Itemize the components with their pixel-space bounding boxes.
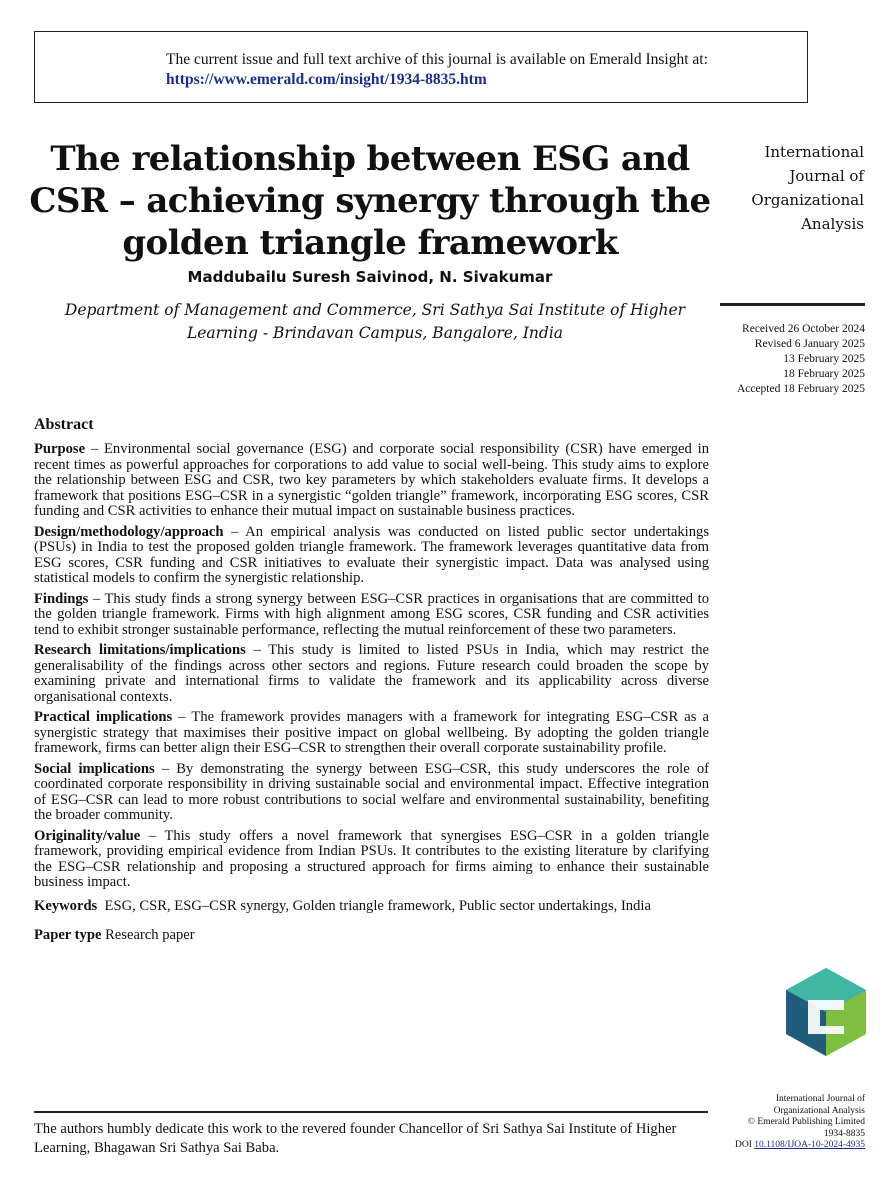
dedication-footnote: The authors humbly dedicate this work to the revered founder Chancellor of Sri Sathya Sai Institute of Higher Learning, Bhagawan Sri Sathya Sai Baba. (34, 1121, 677, 1156)
doi-link[interactable]: 10.1108/IJOA-10-2024-4935 (754, 1140, 865, 1150)
history-revised: 18 February 2025 (783, 368, 865, 380)
journal-name (694, 140, 864, 236)
section-label: Design/methodology/approach (34, 523, 224, 540)
section-label: Research limitations/implications (34, 642, 246, 658)
history-accepted: Accepted 18 February 2025 (736, 383, 865, 395)
abstract-section-limitations (34, 643, 709, 705)
history-received: Received 26 October 2024 (742, 323, 865, 335)
abstract-section-design (34, 525, 709, 587)
section-label: Originality/value (34, 827, 141, 844)
abstract (34, 416, 709, 944)
section-text: – This study is limited to listed PSUs in India, which may restrict the generalisability of the findings across other sectors and regions. Future research could broaden the scope by examining private and international firms to validate the framework and its applicability across diverse organisational contexts. (34, 642, 709, 705)
abstract-section-practical (34, 710, 709, 757)
publication-history (665, 322, 865, 397)
notice-text-block (166, 50, 708, 90)
abstract-section-findings (34, 592, 709, 639)
paper-type-label: Paper type (34, 927, 102, 943)
section-text: – Environmental social governance (ESG) and corporate social responsibility (CSR) have emerged in recent times as powerful approaches for corporations to add value to social well-being. This study aims to explore the relationship between ESG and CSR, two key parameters by which stakeholders evaluate firms. It develops a framework that positions ESG–CSR in a synergistic “golden triangle” framework, incorporating ESG scores, CSR funding and CSR activities to enhance their mutual impact on sustainable business practices. (34, 441, 709, 519)
section-text: – This study offers a novel framework that synergises ESG–CSR in a golden triangle framework, providing empirical evidence from Indian PSUs. It contributes to the existing literature by clarifying the ESG–CSR relationship and proposing a structured approach for firms aiming to enhance their sustainable business impact. (34, 827, 709, 890)
journal-name-line: Journal of (789, 167, 864, 185)
footer-divider (34, 1111, 708, 1113)
abstract-heading: Abstract (34, 416, 94, 433)
section-text: – This study finds a strong synergy between ESG–CSR practices in organisations that are committed to the golden triangle framework. Firms with high alignment among ESG scores, CSR funding and CSR activities tend to exhibit stronger sustainable performance, reflecting the mutual reinforcement of these two parameters. (34, 590, 709, 638)
journal-name-line: International (764, 143, 864, 161)
section-text: – An empirical analysis was conducted on listed public sector undertakings (PSUs) in India to test the proposed golden triangle framework. The framework leverages quantitative data from ESG scores, CSR funding and CSR initiatives to evaluate their synergistic impact. Data was analysed using statistical models to confirm the synergistic relationship. (34, 523, 709, 586)
abstract-section-originality (34, 829, 709, 891)
history-revised: 13 February 2025 (783, 353, 865, 365)
journal-footer (690, 1094, 865, 1152)
keywords-list: ESG, CSR, ESG–CSR synergy, Golden triangle framework, Public sector undertakings, India (104, 897, 651, 914)
section-label: Practical implications (34, 709, 173, 725)
journal-notice-box (34, 31, 808, 103)
keywords-label: Keywords (34, 897, 98, 914)
abstract-section-social (34, 762, 709, 824)
journal-archive-link[interactable]: https://www.emerald.com/insight/1934-8835.htm (166, 71, 487, 88)
author-affiliation: Department of Management and Commerce, Sri Sathya Sai Institute of Higher Learning - Brindavan Campus, Bangalore, India (64, 301, 686, 342)
section-label: Social implications (34, 760, 155, 777)
footer-doi (690, 1140, 865, 1152)
footer-journal-line: International Journal of (775, 1094, 865, 1104)
section-text: – The framework provides managers with a framework for integrating ESG–CSR as a synergistic strategy that maximises their positive impact on global wellbeing. By adopting the golden triangle framework, firms can better align their ESG–CSR to strengthen their overall corporate sustainability profile. (34, 709, 710, 756)
side-divider (720, 303, 865, 306)
paper-title: The relationship between ESG and CSR – achieving synergy through the golden triangle framework (29, 139, 711, 263)
keywords (34, 899, 709, 915)
section-text: – By demonstrating the synergy between ESG–CSR, this study underscores the role of coordinated corporate responsibility in driving sustainable social and environmental impact. Effective integration of ESG–CSR can lead to more robust contributions to social welfare and environmental sustainability, benefiting the broader community. (34, 760, 709, 823)
footer-issn: 1934-8835 (823, 1128, 865, 1139)
paper-type-value: Research paper (105, 927, 195, 943)
paper-authors: Maddubailu Suresh Saivinod, N. Sivakumar (187, 268, 553, 286)
notice-text: The current issue and full text archive of this journal is available on Emerald Insight at: (166, 51, 708, 68)
journal-name-line: Analysis (801, 215, 864, 233)
footer-copyright: © Emerald Publishing Limited (747, 1117, 865, 1127)
abstract-section-purpose (34, 442, 709, 520)
doi-label: DOI (735, 1140, 752, 1150)
section-label: Findings (34, 590, 89, 607)
journal-name-line: Organizational (751, 191, 864, 209)
footer-journal-line: Organizational Analysis (773, 1105, 865, 1116)
emerald-publishing-logo-icon (786, 968, 866, 1056)
paper-type (34, 928, 709, 944)
section-label: Purpose (34, 441, 86, 457)
history-revised: Revised 6 January 2025 (754, 338, 865, 350)
